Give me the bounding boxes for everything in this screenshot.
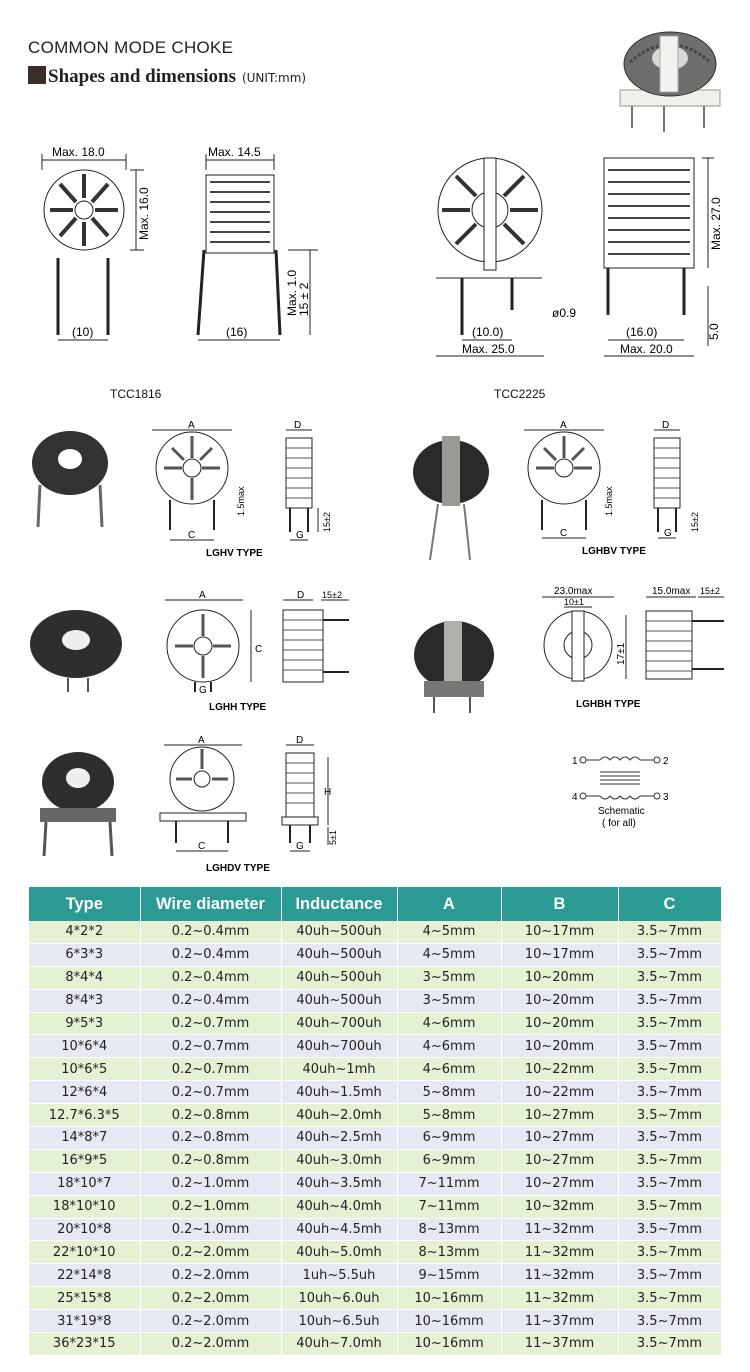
lghh-dim-g: G — [199, 685, 207, 696]
table-cell: 10uh~6.5uh — [281, 1310, 397, 1333]
table-cell: 11~32mm — [501, 1241, 618, 1264]
tcc2225-dim-depth: Max. 20.0 — [620, 342, 673, 356]
lghh-photo — [28, 604, 124, 694]
column-header: Type — [29, 887, 140, 921]
schematic-label: Schematic — [598, 806, 645, 817]
table-cell: 0.2~0.8mm — [140, 1149, 281, 1172]
table-row — [29, 1081, 721, 1104]
table-cell: 5~8mm — [397, 1104, 501, 1127]
table-cell: 40uh~500uh — [281, 943, 397, 966]
table-cell: 11~32mm — [501, 1218, 618, 1241]
table-cell: 40uh~1mh — [281, 1058, 397, 1081]
table-cell: 0.2~2.0mm — [140, 1264, 281, 1287]
table-cell: 10~27mm — [501, 1172, 618, 1195]
table-row — [29, 1264, 721, 1287]
table-cell: 0.2~2.0mm — [140, 1241, 281, 1264]
tcc1816-dim-pitch: (10) — [72, 325, 94, 339]
table-cell: 9~15mm — [397, 1264, 501, 1287]
lghdv-photo — [36, 748, 120, 860]
table-cell: 10~27mm — [501, 1104, 618, 1127]
table-row — [29, 943, 721, 966]
table-cell: 36*23*15 — [29, 1333, 140, 1356]
lghbv-dim-a: A — [560, 420, 567, 431]
page-title: COMMON MODE CHOKE — [28, 38, 234, 57]
table-cell: 3.5~7mm — [618, 1264, 721, 1287]
lghbv-dim-g: G — [664, 528, 672, 539]
column-header: A — [397, 887, 501, 921]
table-cell: 10~17mm — [501, 943, 618, 966]
table-cell: 3.5~7mm — [618, 1287, 721, 1310]
lghbh-dim-lead: 15±2 — [700, 586, 720, 596]
table-cell: 11~32mm — [501, 1287, 618, 1310]
heading-square-icon — [28, 66, 46, 84]
table-cell: 10~16mm — [397, 1310, 501, 1333]
table-cell: 0.2~0.4mm — [140, 943, 281, 966]
section-heading-text: Shapes and dimensions — [48, 66, 236, 87]
lghdv-dim-lead: 5±1 — [328, 830, 338, 845]
column-header: Wire diameter — [140, 887, 281, 921]
schematic-pin-4: 4 — [572, 792, 578, 803]
tcc1816-dim-depth: Max. 14.5 — [208, 145, 261, 159]
table-cell: 40uh~3.0mh — [281, 1149, 397, 1172]
schematic-pin-1: 1 — [572, 756, 578, 767]
table-row — [29, 1310, 721, 1333]
table-cell: 8~13mm — [397, 1241, 501, 1264]
lghh-dim-a: A — [199, 590, 206, 601]
table-cell: 40uh~500uh — [281, 989, 397, 1012]
table-cell: 0.2~0.4mm — [140, 989, 281, 1012]
table-cell: 12*6*4 — [29, 1081, 140, 1104]
table-cell: 40uh~700uh — [281, 1012, 397, 1035]
tcc1816-dim-standoff: Max. 1.0 — [285, 269, 299, 316]
table-cell: 8~13mm — [397, 1218, 501, 1241]
lghv-label: LGHV TYPE — [206, 548, 263, 559]
table-cell: 8*4*3 — [29, 989, 140, 1012]
table-cell: 9*5*3 — [29, 1012, 140, 1035]
table-cell: 40uh~4.0mh — [281, 1195, 397, 1218]
tcc1816-dim-side-pitch: (16) — [226, 325, 248, 339]
table-cell: 3.5~7mm — [618, 1127, 721, 1150]
table-cell: 0.2~1.0mm — [140, 1195, 281, 1218]
lghbv-drawing — [512, 420, 730, 560]
table-cell: 3~5mm — [397, 989, 501, 1012]
table-cell: 4*2*2 — [29, 921, 140, 943]
lghdv-dim-d: D — [296, 735, 304, 746]
lghbh-photo — [410, 615, 498, 715]
lghbv-dim-d: D — [662, 420, 670, 431]
table-cell: 3.5~7mm — [618, 1081, 721, 1104]
table-cell: 1uh~5.5uh — [281, 1264, 397, 1287]
table-cell: 7~11mm — [397, 1172, 501, 1195]
table-cell: 40uh~7.0mh — [281, 1333, 397, 1356]
table-cell: 3.5~7mm — [618, 1058, 721, 1081]
lghv-dim-standoff: 1.5max — [236, 486, 246, 516]
table-cell: 20*10*8 — [29, 1218, 140, 1241]
table-cell: 14*8*7 — [29, 1127, 140, 1150]
table-cell: 3.5~7mm — [618, 1012, 721, 1035]
lghh-dim-d: D — [297, 590, 305, 601]
tcc2225-dim-diameter: ø0.9 — [552, 306, 577, 320]
table-cell: 11~37mm — [501, 1310, 618, 1333]
table-cell: 40uh~500uh — [281, 966, 397, 989]
schematic-diagram — [568, 748, 688, 832]
table-cell: 40uh~5.0mh — [281, 1241, 397, 1264]
lghbh-dim-a: 23.0max — [554, 586, 593, 597]
lghdv-dim-a: A — [198, 735, 205, 746]
spec-table — [29, 887, 722, 1356]
table-cell: 40uh~700uh — [281, 1035, 397, 1058]
table-cell: 4~6mm — [397, 1058, 501, 1081]
table-cell: 10~22mm — [501, 1058, 618, 1081]
table-cell: 10~32mm — [501, 1195, 618, 1218]
tcc2225-drawing — [412, 150, 730, 365]
tcc2225-dim-lead: 5.0 — [707, 323, 721, 340]
table-row — [29, 1241, 721, 1264]
table-cell: 16*9*5 — [29, 1149, 140, 1172]
tcc2225-caption: TCC2225 — [494, 387, 546, 401]
table-row — [29, 1149, 721, 1172]
lghbh-dim-g: 10±1 — [564, 597, 584, 607]
table-cell: 3.5~7mm — [618, 921, 721, 943]
lghv-dim-a: A — [188, 420, 195, 431]
table-cell: 10~20mm — [501, 966, 618, 989]
table-cell: 10*6*4 — [29, 1035, 140, 1058]
table-cell: 10~22mm — [501, 1081, 618, 1104]
table-cell: 0.2~0.4mm — [140, 966, 281, 989]
table-cell: 4~6mm — [397, 1012, 501, 1035]
table-cell: 4~5mm — [397, 921, 501, 943]
tcc2225-dim-height: Max. 27.0 — [709, 197, 723, 250]
lghh-label: LGHH TYPE — [209, 702, 267, 713]
table-cell: 31*19*8 — [29, 1310, 140, 1333]
table-cell: 10~20mm — [501, 989, 618, 1012]
table-row — [29, 921, 721, 943]
tcc2225-dim-width: Max. 25.0 — [462, 342, 515, 356]
table-cell: 3.5~7mm — [618, 966, 721, 989]
table-row — [29, 1104, 721, 1127]
lghbv-dim-c: C — [560, 528, 568, 539]
tcc2225-dim-side-pitch: (16.0) — [626, 325, 658, 339]
lghv-dim-g: G — [296, 530, 304, 541]
table-row — [29, 1172, 721, 1195]
table-cell: 3.5~7mm — [618, 1241, 721, 1264]
lghbh-dim-h: 17±1 — [616, 642, 627, 665]
tcc1816-drawing — [28, 140, 338, 355]
table-cell: 3.5~7mm — [618, 1218, 721, 1241]
lghv-dim-lead: 15±2 — [322, 512, 332, 532]
lghbv-label: LGHBV TYPE — [582, 546, 646, 557]
table-cell: 3.5~7mm — [618, 1172, 721, 1195]
lghh-drawing — [155, 590, 355, 715]
table-cell: 10~20mm — [501, 1012, 618, 1035]
table-cell: 40uh~3.5mh — [281, 1172, 397, 1195]
section-heading — [28, 66, 306, 88]
table-row — [29, 1333, 721, 1356]
choke-photo — [608, 22, 728, 134]
table-cell: 5~8mm — [397, 1081, 501, 1104]
table-cell: 0.2~0.7mm — [140, 1081, 281, 1104]
lghbv-dim-standoff: 1.5max — [604, 486, 614, 516]
lghbh-label: LGHBH TYPE — [576, 699, 641, 710]
table-cell: 10~17mm — [501, 921, 618, 943]
lghbh-drawing — [534, 585, 730, 713]
table-cell: 0.2~0.7mm — [140, 1012, 281, 1035]
table-cell: 3.5~7mm — [618, 1035, 721, 1058]
table-cell: 0.2~2.0mm — [140, 1287, 281, 1310]
unit-label: (UNIT:mm) — [241, 71, 307, 85]
schematic-pin-3: 3 — [663, 792, 669, 803]
table-cell: 0.2~0.4mm — [140, 921, 281, 943]
table-row — [29, 1012, 721, 1035]
tcc1816-dim-lead: 15 ± 2 — [297, 282, 311, 316]
lghv-dim-d: D — [294, 420, 302, 431]
tcc2225-dim-pitch: (10.0) — [472, 325, 504, 339]
table-cell: 10*6*5 — [29, 1058, 140, 1081]
tcc1816-dim-height: Max. 16.0 — [137, 187, 151, 240]
table-row — [29, 966, 721, 989]
table-cell: 10~27mm — [501, 1149, 618, 1172]
table-row — [29, 1195, 721, 1218]
column-header: Inductance — [281, 887, 397, 921]
table-cell: 4~6mm — [397, 1035, 501, 1058]
lghdv-label: LGHDV TYPE — [206, 863, 270, 874]
lghbv-dim-lead: 15±2 — [690, 512, 700, 532]
table-cell: 3.5~7mm — [618, 1149, 721, 1172]
table-cell: 3.5~7mm — [618, 1333, 721, 1356]
table-cell: 11~32mm — [501, 1264, 618, 1287]
table-row — [29, 1035, 721, 1058]
table-cell: 18*10*10 — [29, 1195, 140, 1218]
table-cell: 0.2~0.8mm — [140, 1127, 281, 1150]
table-cell: 10uh~6.0uh — [281, 1287, 397, 1310]
table-cell: 11~37mm — [501, 1333, 618, 1356]
tcc1816-dim-width: Max. 18.0 — [52, 145, 105, 159]
lghv-drawing — [140, 420, 370, 560]
table-cell: 4~5mm — [397, 943, 501, 966]
lghbv-photo — [408, 432, 494, 562]
table-cell: 6*3*3 — [29, 943, 140, 966]
table-cell: 6~9mm — [397, 1149, 501, 1172]
table-header-row — [29, 887, 721, 921]
lghbh-dim-d: 15.0max — [652, 586, 691, 597]
table-cell: 3~5mm — [397, 966, 501, 989]
table-cell: 0.2~0.7mm — [140, 1058, 281, 1081]
column-header: B — [501, 887, 618, 921]
table-cell: 0.2~1.0mm — [140, 1218, 281, 1241]
lghdv-dim-c: C — [198, 841, 206, 852]
column-header: C — [618, 887, 721, 921]
table-cell: 40uh~2.0mh — [281, 1104, 397, 1127]
table-cell: 0.2~0.8mm — [140, 1104, 281, 1127]
table-row — [29, 1058, 721, 1081]
lghh-dim-lead: 15±2 — [322, 590, 342, 600]
schematic-sublabel: ( for all) — [602, 818, 636, 829]
table-row — [29, 1127, 721, 1150]
table-cell: 22*14*8 — [29, 1264, 140, 1287]
lghdv-dim-g: G — [296, 841, 304, 852]
table-cell: 10~16mm — [397, 1333, 501, 1356]
table-cell: 6~9mm — [397, 1127, 501, 1150]
table-cell: 0.2~2.0mm — [140, 1333, 281, 1356]
table-row — [29, 1287, 721, 1310]
table-cell: 3.5~7mm — [618, 1104, 721, 1127]
lghv-photo — [30, 425, 112, 530]
table-cell: 3.5~7mm — [618, 989, 721, 1012]
table-cell: 18*10*7 — [29, 1172, 140, 1195]
table-body — [29, 921, 721, 1355]
table-cell: 0.2~0.7mm — [140, 1035, 281, 1058]
tcc1816-caption: TCC1816 — [110, 387, 162, 401]
table-cell: 12.7*6.3*5 — [29, 1104, 140, 1127]
table-cell: 10~27mm — [501, 1127, 618, 1150]
table-cell: 22*10*10 — [29, 1241, 140, 1264]
table-cell: 3.5~7mm — [618, 1195, 721, 1218]
lghdv-drawing — [150, 735, 370, 875]
table-cell: 40uh~2.5mh — [281, 1127, 397, 1150]
lghdv-dim-h: H — [324, 787, 332, 798]
table-cell: 0.2~1.0mm — [140, 1172, 281, 1195]
table-cell: 8*4*4 — [29, 966, 140, 989]
table-cell: 40uh~1.5mh — [281, 1081, 397, 1104]
table-cell: 7~11mm — [397, 1195, 501, 1218]
table-cell: 25*15*8 — [29, 1287, 140, 1310]
table-cell: 40uh~500uh — [281, 921, 397, 943]
table-row — [29, 1218, 721, 1241]
table-cell: 3.5~7mm — [618, 943, 721, 966]
table-cell: 40uh~4.5mh — [281, 1218, 397, 1241]
table-cell: 10~20mm — [501, 1035, 618, 1058]
table-cell: 10~16mm — [397, 1287, 501, 1310]
table-row — [29, 989, 721, 1012]
table-cell: 0.2~2.0mm — [140, 1310, 281, 1333]
table-cell: 3.5~7mm — [618, 1310, 721, 1333]
schematic-pin-2: 2 — [663, 756, 669, 767]
lghh-dim-c: C — [255, 644, 263, 655]
lghv-dim-c: C — [188, 530, 196, 541]
